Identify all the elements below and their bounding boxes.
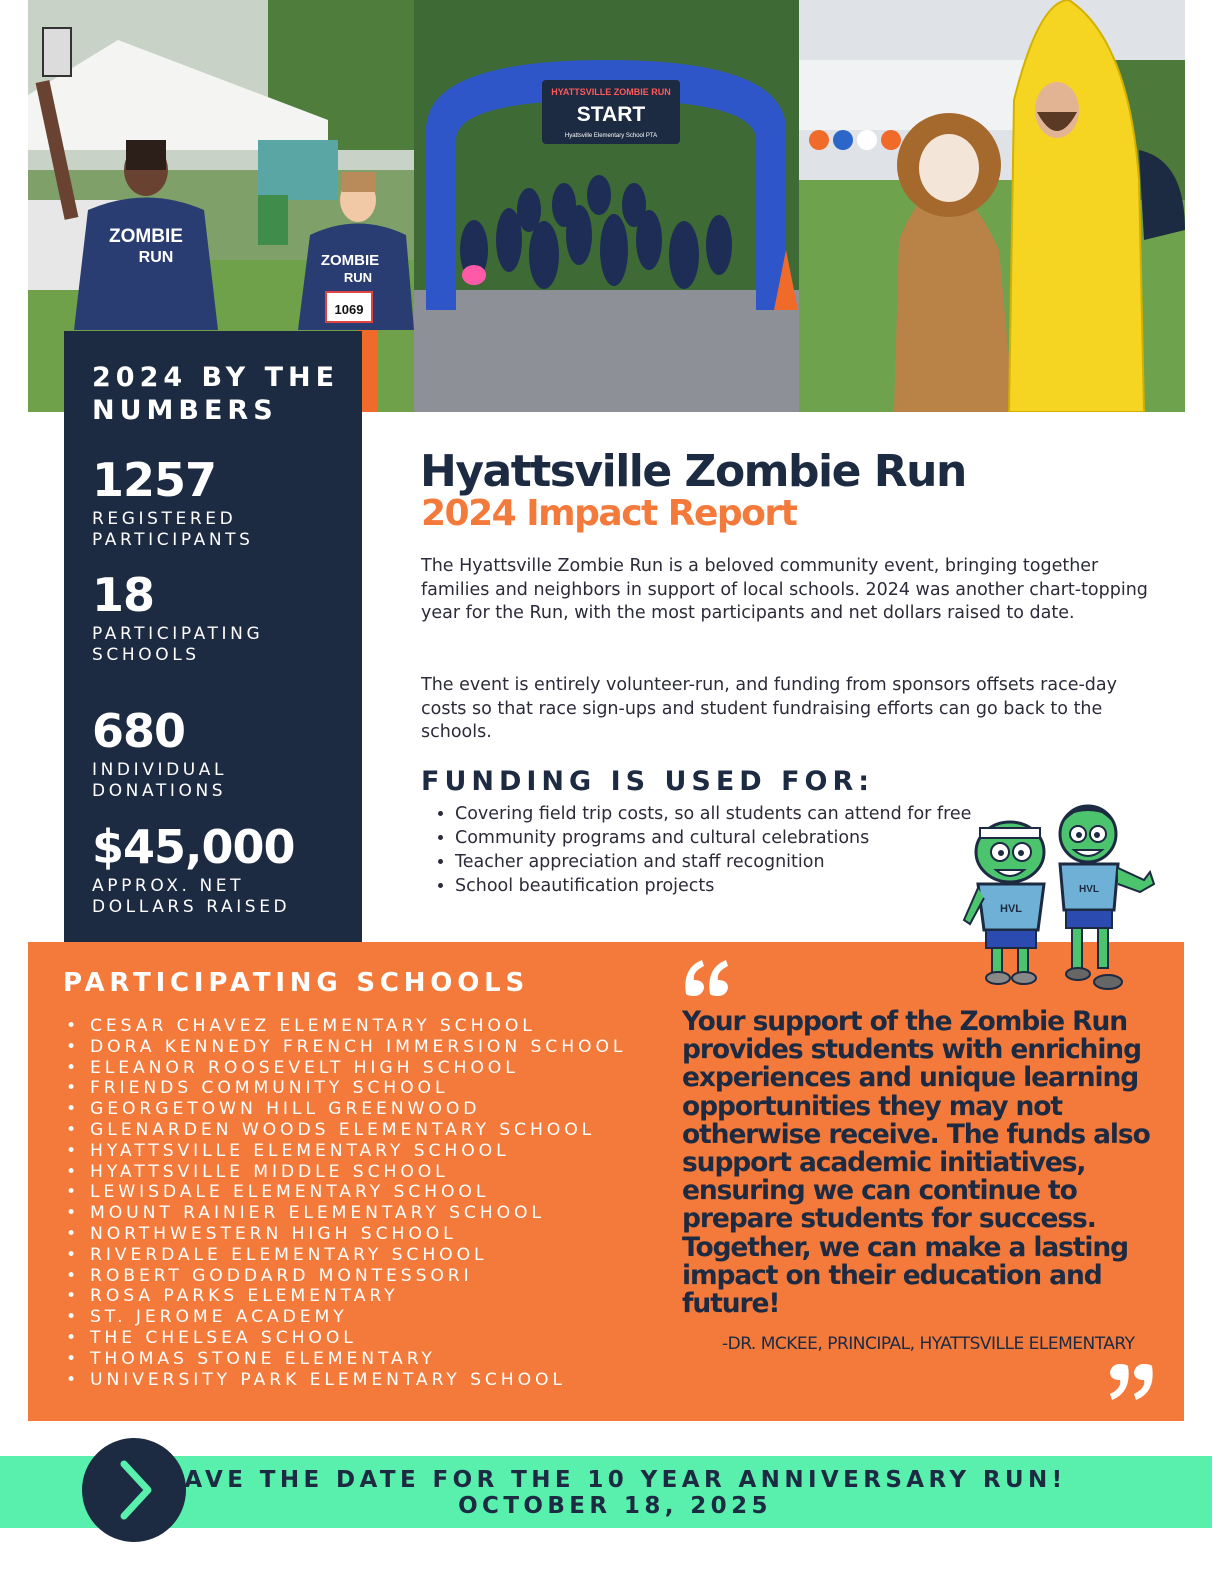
stat-value: 18: [92, 568, 155, 622]
banner-date: OCTOBER 18, 2025: [458, 1493, 772, 1519]
volunteer-shirt-1-line1: ZOMBIE: [109, 226, 183, 247]
funding-item: • Teacher appreciation and staff recognition: [455, 850, 975, 874]
volunteer-shirt-1-line2: RUN: [138, 249, 174, 266]
stat-label: PARTICIPATING SCHOOLS: [92, 624, 264, 665]
stats-panel: [64, 331, 362, 942]
school-item: • RIVERDALE ELEMENTARY SCHOOL: [66, 1245, 626, 1266]
school-item: • ST. JEROME ACADEMY: [66, 1307, 626, 1328]
schools-list: [66, 1016, 626, 1390]
stat-label: REGISTERED PARTICIPANTS: [92, 509, 254, 550]
school-item: • THE CHELSEA SCHOOL: [66, 1328, 626, 1349]
school-item: • UNIVERSITY PARK ELEMENTARY SCHOOL: [66, 1370, 626, 1391]
stat-registered-participants: [92, 455, 342, 551]
stat-individual-donations: [92, 706, 342, 802]
funding-item: • Community programs and cultural celebrations: [455, 826, 975, 850]
page-subtitle: 2024 Impact Report: [421, 493, 797, 534]
stat-label: INDIVIDUAL DONATIONS: [92, 760, 228, 801]
stat-net-dollars-raised: [92, 822, 342, 918]
photo-costumes-art: [799, 0, 1185, 412]
school-item: • HYATTSVILLE MIDDLE SCHOOL: [66, 1162, 626, 1183]
quote-text: Your support of the Zombie Run provides students with enriching experiences and unique learning opportunities they may not otherwise receive. The funds also support academic initiatives, ensuring we can continue to prepare students for success. Together, we can make a lasting impact on their education and future!: [682, 1006, 1150, 1320]
volunteer-shirt-2-line1: ZOMBIE: [320, 252, 380, 269]
funding-title: FUNDING IS USED FOR:: [421, 766, 875, 797]
intro-paragraph-2: The event is entirely volunteer-run, and funding from sponsors offsets race-day costs so that race sign-ups and student fundraising efforts can go back to the schools.: [421, 675, 1117, 742]
photo-costumes: [799, 0, 1185, 412]
school-item: • CESAR CHAVEZ ELEMENTARY SCHOOL: [66, 1016, 626, 1037]
stat-participating-schools: [92, 570, 342, 666]
school-item: • LEWISDALE ELEMENTARY SCHOOL: [66, 1182, 626, 1203]
school-item: • GEORGETOWN HILL GREENWOOD: [66, 1099, 626, 1120]
school-item: • MOUNT RAINIER ELEMENTARY SCHOOL: [66, 1203, 626, 1224]
school-item: • ROBERT GODDARD MONTESSORI: [66, 1266, 626, 1287]
stat-value: 680: [92, 704, 186, 758]
schools-title: PARTICIPATING SCHOOLS: [63, 968, 530, 998]
zombie-mascots-illustration: [958, 800, 1158, 1000]
school-item: • NORTHWESTERN HIGH SCHOOL: [66, 1224, 626, 1245]
race-bib-number: 1069: [334, 302, 364, 317]
zombie-mascots-art: [958, 800, 1158, 996]
school-item: • THOMAS STONE ELEMENTARY: [66, 1349, 626, 1370]
funding-item: • Covering field trip costs, so all students can attend for free: [455, 802, 975, 826]
stats-title: 2024 BY THE NUMBERS: [92, 362, 340, 426]
school-item: • HYATTSVILLE ELEMENTARY SCHOOL: [66, 1141, 626, 1162]
arch-banner-title: HYATTSVILLE ZOMBIE RUN: [551, 87, 671, 97]
school-item: • GLENARDEN WOODS ELEMENTARY SCHOOL: [66, 1120, 626, 1141]
photo-start-line-art: [414, 0, 799, 412]
open-quote-icon: [682, 958, 730, 996]
school-item: • DORA KENNEDY FRENCH IMMERSION SCHOOL: [66, 1037, 626, 1058]
banner-headline: SAVE THE DATE FOR THE 10 YEAR ANNIVERSARY RUN!: [163, 1467, 1067, 1493]
intro-paragraph-1: The Hyattsville Zombie Run is a beloved community event, bringing together families and neighbors in support of local schools. 2024 was another chart-topping year for the Run, with the most participants and net dollars raised to date.: [421, 556, 1148, 623]
photo-start-line: [414, 0, 799, 412]
stat-label: APPROX. NET DOLLARS RAISED: [92, 876, 291, 917]
close-quote-icon: [1108, 1364, 1156, 1402]
zombie-left-shirt-text: HVL: [1000, 903, 1022, 915]
funding-item: • School beautification projects: [455, 874, 975, 898]
zombie-right-shirt-text: HVL: [1079, 884, 1099, 895]
volunteer-shirt-2-line2: RUN: [343, 270, 373, 285]
stat-value: 1257: [92, 453, 217, 507]
school-item: • FRIENDS COMMUNITY SCHOOL: [66, 1078, 626, 1099]
page-title: Hyattsville Zombie Run: [420, 446, 966, 497]
school-item: • ELEANOR ROOSEVELT HIGH SCHOOL: [66, 1058, 626, 1079]
arch-banner-start: START: [576, 103, 646, 126]
funding-list: [421, 802, 975, 898]
arch-banner-sub: Hyattsville Elementary School PTA: [564, 133, 658, 139]
quote-attribution: -DR. MCKEE, PRINCIPAL, HYATTSVILLE ELEMENTARY: [722, 1334, 1135, 1354]
school-item: • ROSA PARKS ELEMENTARY: [66, 1286, 626, 1307]
stat-value: $45,000: [92, 820, 295, 874]
